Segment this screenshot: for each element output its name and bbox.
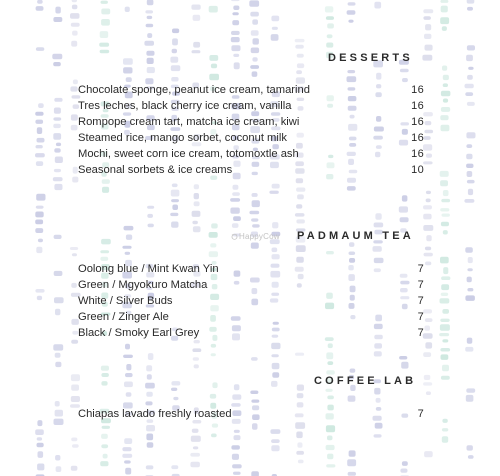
item-name: White / Silver Buds xyxy=(78,295,173,307)
desserts-list xyxy=(78,82,424,178)
item-name: Green / Mgyokuro Matcha xyxy=(78,279,208,291)
list-item xyxy=(78,114,424,130)
item-price: 16 xyxy=(411,84,424,96)
item-price: 7 xyxy=(417,295,424,307)
watermark-text: HappyCow xyxy=(239,232,280,241)
item-price: 10 xyxy=(411,164,424,176)
coffee-heading: COFFEE LAB xyxy=(314,375,417,387)
item-price: 16 xyxy=(411,148,424,160)
item-name: Chocolate sponge, peanut ice cream, tamarind xyxy=(78,84,310,96)
item-name: Black / Smoky Earl Grey xyxy=(78,327,200,339)
item-name: Tres leches, black cherry ice cream, vanilla xyxy=(78,100,292,112)
item-price: 7 xyxy=(417,279,424,291)
tea-list xyxy=(78,261,424,341)
list-item xyxy=(78,261,424,277)
item-price: 7 xyxy=(417,263,424,275)
coffee-list xyxy=(78,406,424,422)
list-item xyxy=(78,406,424,422)
item-price: 7 xyxy=(417,311,424,323)
item-name: Rompope cream tart, matcha ice cream, kiwi xyxy=(78,116,300,128)
desserts-heading: DESSERTS xyxy=(328,52,413,64)
list-item xyxy=(78,309,424,325)
item-name: Green / Zinger Ale xyxy=(78,311,169,323)
item-name: Oolong blue / Mint Kwan Yin xyxy=(78,263,219,275)
list-item xyxy=(78,162,424,178)
item-price: 7 xyxy=(417,408,424,420)
list-item xyxy=(78,293,424,309)
list-item xyxy=(78,130,424,146)
item-name: Seasonal sorbets & ice creams xyxy=(78,164,233,176)
list-item xyxy=(78,325,424,341)
list-item xyxy=(78,146,424,162)
item-price: 16 xyxy=(411,100,424,112)
item-name: Steamed rice, mango sorbet, coconut milk xyxy=(78,132,287,144)
list-item xyxy=(78,82,424,98)
happycow-icon xyxy=(231,232,238,241)
tea-heading: PADMAUM TEA xyxy=(297,230,414,242)
happycow-watermark xyxy=(231,232,280,241)
item-name: Chiapas lavado freshly roasted xyxy=(78,408,232,420)
item-price: 16 xyxy=(411,116,424,128)
item-name: Mochi, sweet corn ice cream, totomoxtle ash xyxy=(78,148,299,160)
list-item xyxy=(78,98,424,114)
item-price: 16 xyxy=(411,132,424,144)
item-price: 7 xyxy=(417,327,424,339)
list-item xyxy=(78,277,424,293)
